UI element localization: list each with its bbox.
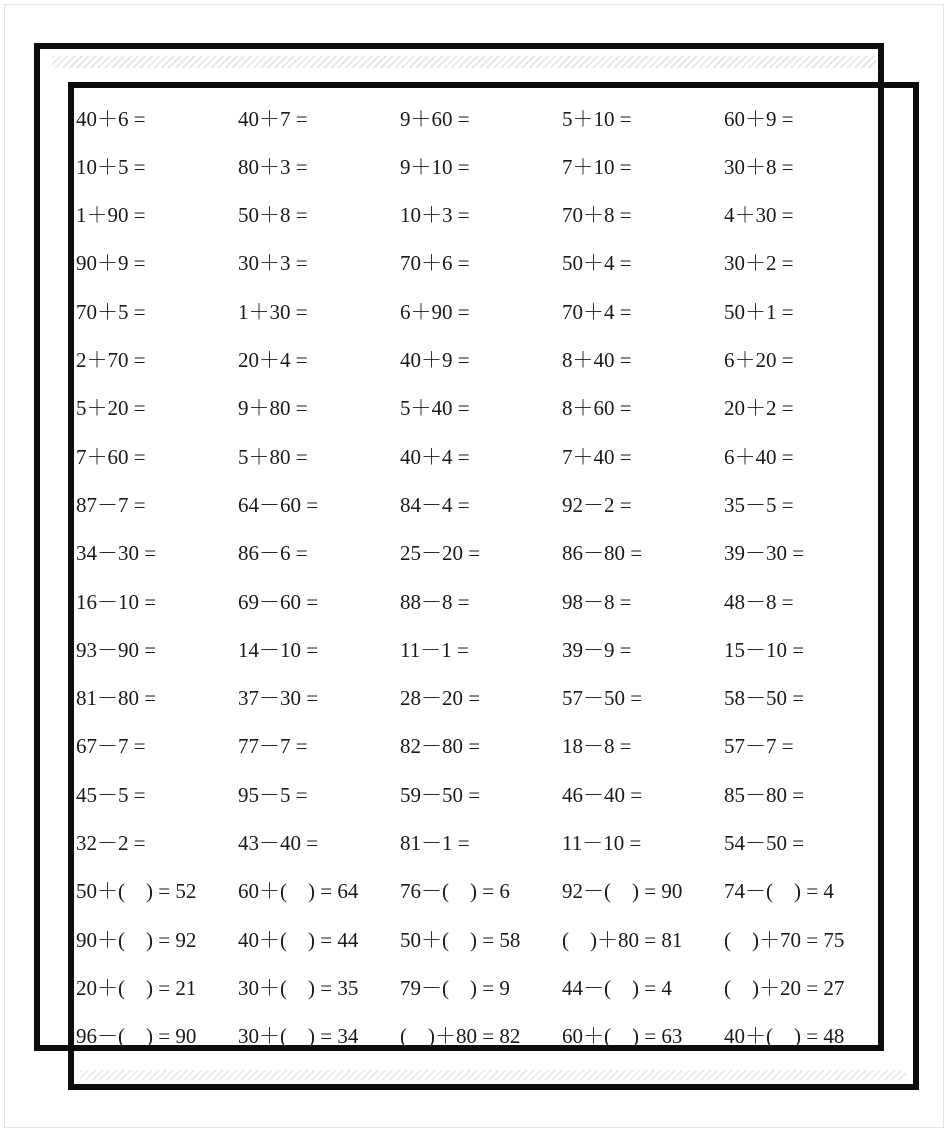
problem-row [76,287,886,335]
problem-cell: 81－1 = [400,831,470,855]
problem-cell: 45－5 = [76,782,146,807]
problem-cell: 39－30 = [724,541,805,566]
problem-row [76,818,886,866]
problem-cell: 40＋9 = [400,348,470,372]
problem-row [76,915,886,963]
problem-cell: 20＋4 = [238,348,308,372]
problem-cell: 15－10 = [724,637,805,662]
problem-cell: 40＋( ) = 48 [724,1024,845,1049]
problem-row [76,963,886,1011]
problem-cell: 14－10 = [238,637,319,662]
problem-cell: 70＋5 = [76,299,146,324]
problem-cell: 30＋( ) = 35 [238,975,359,1000]
problem-row [76,721,886,769]
problem-cell: 88－8 = [400,589,470,614]
problem-grid [76,93,886,1053]
problem-cell: ( )＋80 = 81 [562,927,683,952]
problem-cell: 92－2 = [562,492,632,517]
problem-cell: 44－( ) = 4 [562,975,672,1000]
problem-cell: 70＋8 = [562,203,632,228]
problem-cell: 43－40 = [238,831,319,855]
problem-cell: 84－4 = [400,492,470,517]
problem-cell: 8＋60 = [562,396,632,421]
problem-cell: 90＋9 = [76,251,146,276]
problem-cell: 48－8 = [724,589,794,614]
problem-cell: 5＋40 = [400,396,470,421]
problem-cell: 98－8 = [562,589,632,614]
problem-cell: 60＋( ) = 64 [238,879,359,904]
problem-cell: 86－6 = [238,541,308,566]
problem-cell: 20＋( ) = 21 [76,975,197,1000]
problem-cell: 70＋4 = [562,299,632,324]
problem-cell: 60＋( ) = 63 [562,1024,683,1049]
problem-row [76,528,886,576]
problem-cell: 11－1 = [400,637,469,662]
problem-cell: 30＋2 = [724,251,794,276]
problem-cell: ( )＋20 = 27 [724,975,845,1000]
problem-cell: 1＋90 = [76,203,146,228]
problem-row [76,1011,886,1053]
problem-cell: 80＋3 = [238,154,308,179]
problem-cell: 58－50 = [724,686,805,711]
problem-cell: 2＋70 = [76,348,146,372]
problem-cell: 93－90 = [76,637,157,662]
problem-cell: 6＋90 = [400,299,470,324]
problem-cell: 16－10 = [76,589,157,614]
problem-cell: 40＋7 = [238,106,308,131]
problem-row [76,673,886,721]
problem-row [76,383,886,431]
problem-row [76,190,886,238]
problem-row [76,94,886,142]
problem-row [76,335,886,383]
problem-cell: 50＋( ) = 52 [76,879,197,904]
problem-cell: 40＋4 = [400,444,470,469]
problem-cell: 46－40 = [562,782,643,807]
problem-cell: 1＋30 = [238,299,308,324]
problem-cell: 4＋30 = [724,203,794,228]
problem-row [76,238,886,286]
problem-cell: 90＋( ) = 92 [76,927,197,952]
problem-cell: 69－60 = [238,589,319,614]
problem-cell: 96－( ) = 90 [76,1024,197,1049]
problem-cell: 95－5 = [238,782,308,807]
problem-cell: 10＋5 = [76,154,146,179]
problem-cell: 7＋40 = [562,444,632,469]
problem-cell: 6＋40 = [724,444,794,469]
problem-cell: 39－9 = [562,637,632,662]
problem-cell: 40＋6 = [76,106,146,131]
problem-cell: 87－7 = [76,492,146,517]
problem-cell: 79－( ) = 9 [400,975,510,1000]
problem-cell: 50＋1 = [724,299,794,324]
problem-cell: 81－80 = [76,686,157,711]
problem-cell: 35－5 = [724,492,794,517]
bottom-hatch-decoration [80,1070,906,1080]
problem-cell: 25－20 = [400,541,481,566]
problem-cell: 37－30 = [238,686,319,711]
problem-cell: 59－50 = [400,782,481,807]
problem-cell: 57－7 = [724,734,794,759]
problem-cell: 86－80 = [562,541,643,566]
problem-row [76,142,886,190]
problem-cell: 5＋80 = [238,444,308,469]
problem-cell: 9＋60 = [400,106,470,131]
problem-cell: 32－2 = [76,831,146,855]
problem-cell: 64－60 = [238,492,319,517]
problem-row [76,625,886,673]
problem-cell: 82－80 = [400,734,481,759]
problem-cell: 5＋10 = [562,106,632,131]
problem-cell: 92－( ) = 90 [562,879,683,904]
problem-cell: 74－( ) = 4 [724,879,834,904]
problem-row [76,770,886,818]
problem-cell: 18－8 = [562,734,632,759]
problem-cell: 67－7 = [76,734,146,759]
problem-cell: 54－50 = [724,831,805,855]
problem-cell: 10＋3 = [400,203,470,228]
problem-cell: 6＋20 = [724,348,794,372]
problem-cell: 30＋8 = [724,154,794,179]
problem-cell: 8＋40 = [562,348,632,372]
problem-cell: 5＋20 = [76,396,146,421]
problem-cell: 28－20 = [400,686,481,711]
problem-row [76,577,886,625]
problem-cell: 50＋4 = [562,251,632,276]
problem-cell: 57－50 = [562,686,643,711]
problem-row [76,432,886,480]
problem-row [76,866,886,914]
problem-cell: 50＋8 = [238,203,308,228]
problem-cell: 20＋2 = [724,396,794,421]
problem-cell: ( )＋80 = 82 [400,1024,521,1049]
problem-cell: 40＋( ) = 44 [238,927,359,952]
problem-cell: 50＋( ) = 58 [400,927,521,952]
problem-cell: 9＋10 = [400,154,470,179]
problem-cell: 30＋3 = [238,251,308,276]
problem-cell: 9＋80 = [238,396,308,421]
problem-cell: 70＋6 = [400,251,470,276]
problem-cell: 77－7 = [238,734,308,759]
problem-cell: 60＋9 = [724,106,794,131]
problem-row [76,480,886,528]
problem-cell: 7＋60 = [76,444,146,469]
problem-cell: 85－80 = [724,782,805,807]
problem-cell: 34－30 = [76,541,157,566]
problem-cell: 76－( ) = 6 [400,879,510,904]
problem-cell: 30＋( ) = 34 [238,1024,359,1049]
problem-cell: 7＋10 = [562,154,632,179]
problem-cell: ( )＋70 = 75 [724,927,845,952]
problem-cell: 11－10 = [562,831,642,855]
